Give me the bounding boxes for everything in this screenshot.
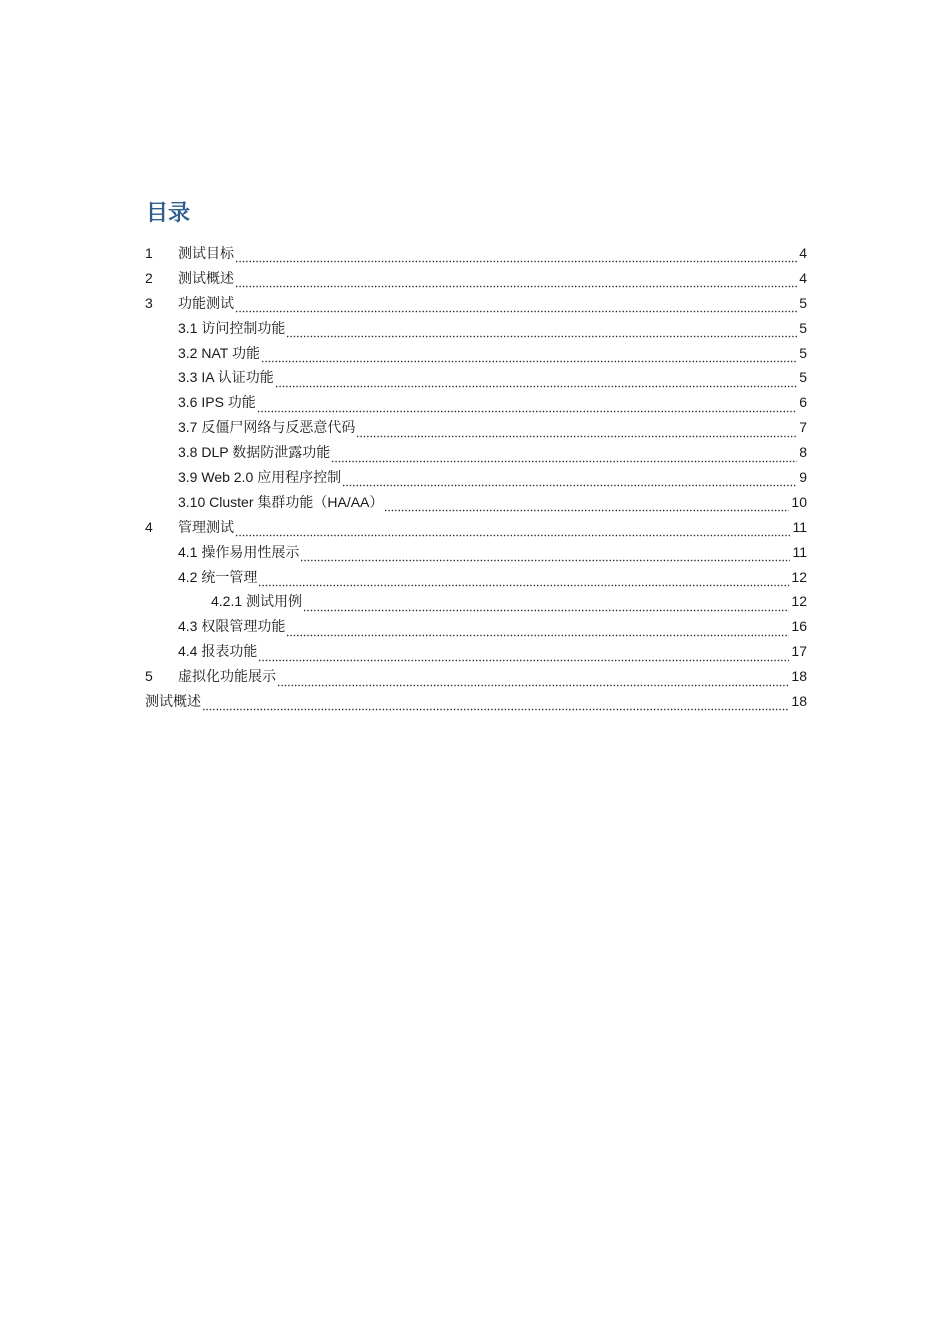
toc-entry-number: 1 [145,245,153,261]
toc-entry-page: 12 [791,593,807,610]
toc-dot-leader [258,648,789,662]
toc-entry-text: 4.4 报表功能 [178,643,258,660]
toc-dot-leader [277,673,789,687]
toc-dot-leader [303,598,789,612]
toc-entry-page: 11 [792,543,807,560]
toc-entry[interactable] [145,490,807,515]
toc-entry-page: 4 [799,245,807,261]
toc-entry-page: 16 [791,618,807,635]
toc-entry-page: 18 [791,668,807,685]
toc-entry-text: 4.3 权限管理功能 [178,618,286,635]
toc-entry-number: 2 [145,269,153,286]
toc-entry-text: 3.3 IA 认证功能 [178,369,274,386]
toc-entry-text: 管理测试 [178,518,234,535]
toc-entry-page: 17 [791,643,807,660]
toc-entry-page: 12 [791,568,807,585]
toc-entry-page: 5 [799,294,807,311]
toc-dot-leader [257,399,797,413]
toc-entry[interactable] [145,266,807,291]
toc-entry-page: 4 [799,269,807,286]
toc-dot-leader [235,299,797,313]
toc-entry-text: 3.7 反僵尸网络与反恶意代码 [178,419,356,436]
toc-entry[interactable] [145,316,807,341]
toc-dot-leader [261,349,797,363]
toc-entry-text: 3.1 访问控制功能 [178,319,286,336]
toc-dot-leader [202,697,789,711]
toc-entry[interactable] [145,291,807,316]
table-of-contents [145,241,807,714]
toc-entry[interactable] [145,365,807,390]
toc-entry[interactable] [145,465,807,490]
toc-title: 目录 [146,200,191,225]
toc-entry[interactable] [145,565,807,590]
toc-dot-leader [286,324,797,338]
toc-entry-text: 虚拟化功能展示 [178,668,276,685]
toc-dot-leader [275,374,798,388]
toc-entry[interactable] [145,515,807,540]
toc-dot-leader [331,449,797,463]
toc-entry-number: 5 [145,668,153,685]
toc-dot-leader [384,498,789,512]
toc-entry[interactable] [145,341,807,366]
toc-entry-text: 测试目标 [178,245,234,261]
toc-entry[interactable] [145,664,807,689]
toc-dot-leader [356,424,797,438]
toc-entry[interactable] [145,589,807,614]
toc-entry-page: 11 [792,518,807,535]
toc-entry-text: 4.2 统一管理 [178,568,258,585]
toc-dot-leader [235,274,797,288]
toc-entry-page: 5 [799,319,807,336]
toc-entry-text: 3.10 Cluster 集群功能（HA/AA） [178,493,384,510]
toc-entry-number: 4 [145,518,153,535]
toc-entry-page: 18 [791,693,807,710]
toc-entry-text: 3.2 NAT 功能 [178,344,260,361]
toc-entry-page: 6 [799,394,807,411]
toc-entry-text: 4.2.1 测试用例 [211,593,303,610]
toc-dot-leader [258,573,789,587]
toc-entry[interactable] [145,540,807,565]
toc-dot-leader [286,623,789,637]
toc-entry-page: 5 [799,344,807,361]
toc-entry[interactable] [145,415,807,440]
toc-entry-page: 9 [799,469,807,486]
toc-entry[interactable] [145,440,807,465]
toc-entry-text: 3.6 IPS 功能 [178,394,256,411]
toc-dot-leader [235,249,797,263]
toc-entry[interactable] [145,390,807,415]
toc-entry[interactable] [145,689,807,714]
toc-entry[interactable] [145,241,807,266]
toc-dot-leader [342,473,797,487]
toc-entry-text: 4.1 操作易用性展示 [178,543,300,560]
toc-entry[interactable] [145,614,807,639]
toc-entry-page: 5 [799,369,807,386]
toc-entry-number: 3 [145,294,153,311]
toc-entry-page: 7 [799,419,807,436]
toc-dot-leader [300,548,790,562]
toc-entry-page: 8 [799,444,807,461]
toc-entry-text: 3.9 Web 2.0 应用程序控制 [178,469,342,486]
toc-entry-text: 3.8 DLP 数据防泄露功能 [178,444,331,461]
toc-entry[interactable] [145,639,807,664]
toc-dot-leader [235,523,790,537]
toc-entry-text: 功能测试 [178,294,234,311]
toc-entry-page: 10 [791,493,807,510]
toc-entry-text: 测试概述 [178,269,234,286]
toc-entry-text: 测试概述 [145,693,201,710]
